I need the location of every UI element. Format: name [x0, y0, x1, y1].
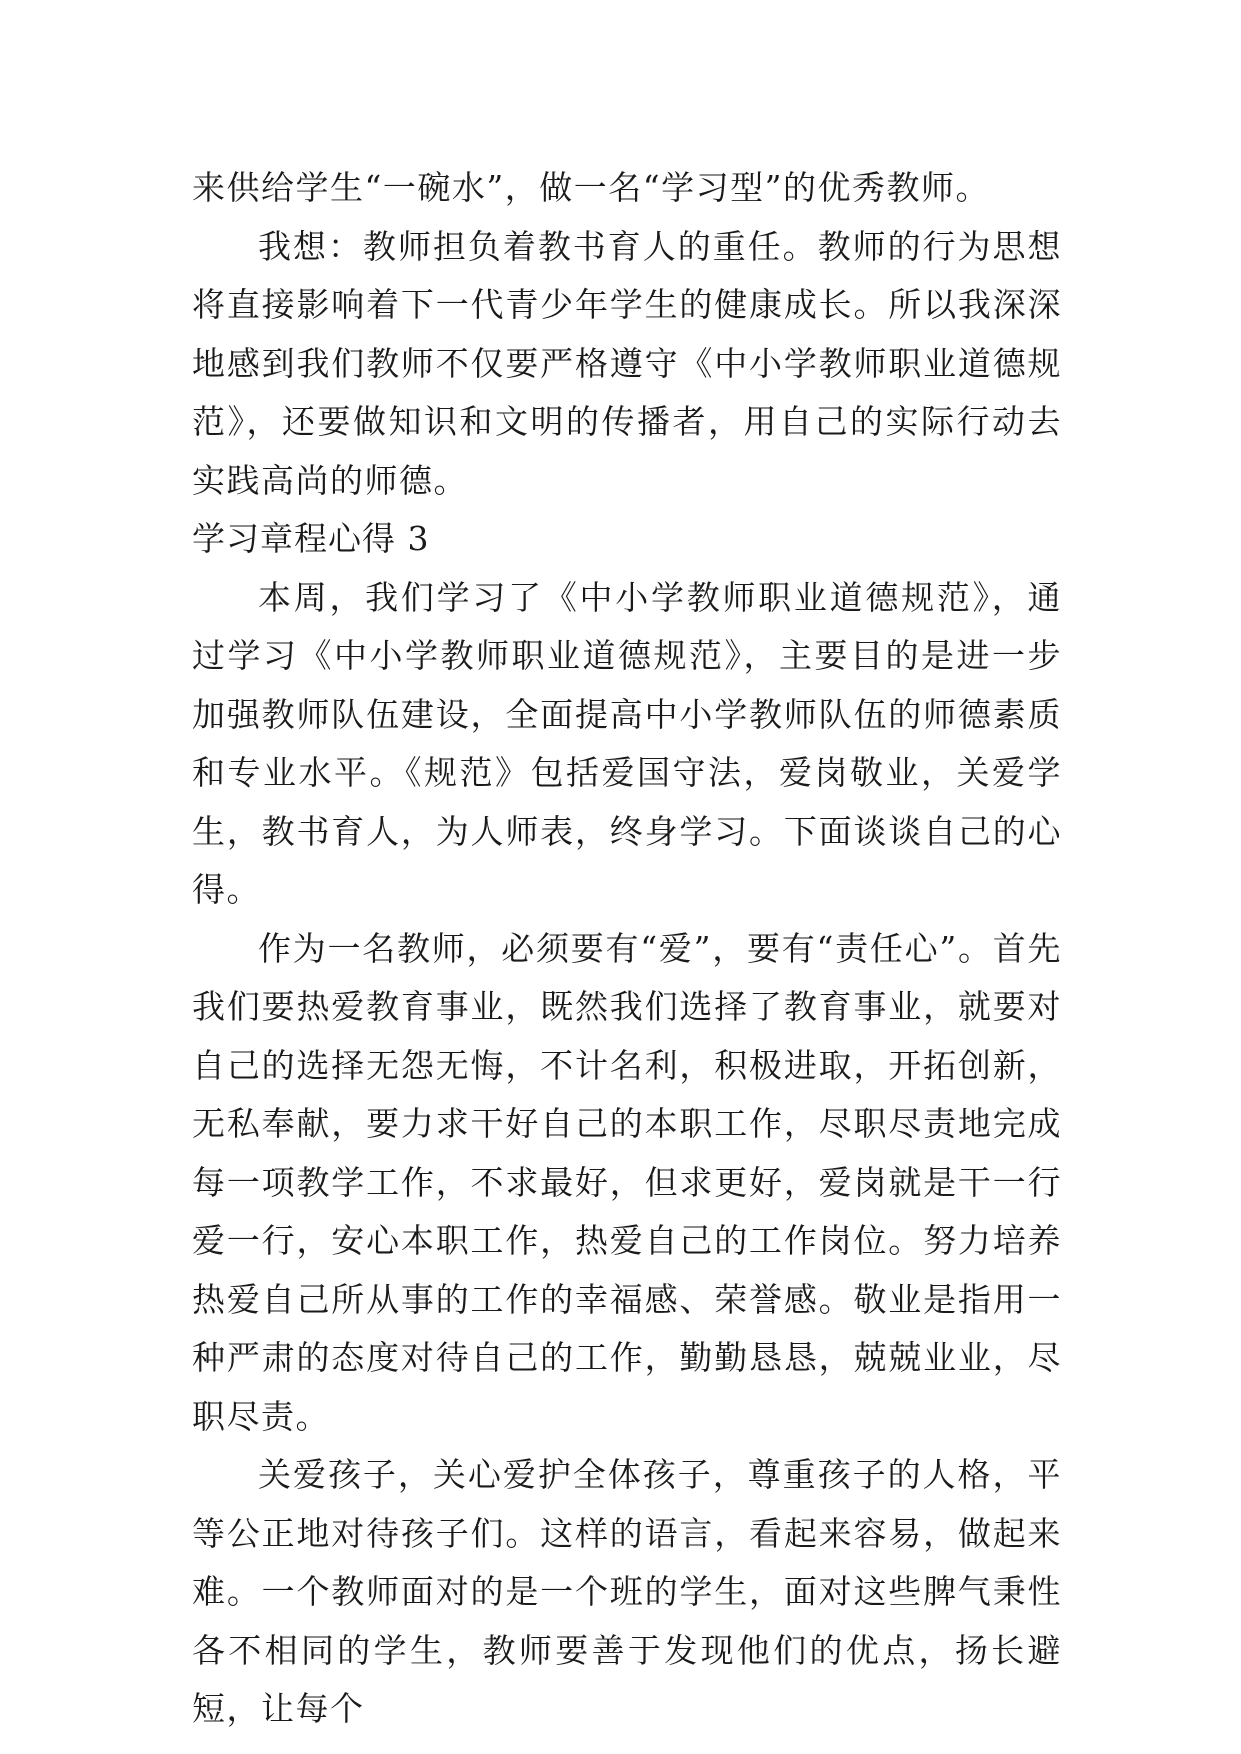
document-body	[192, 159, 1062, 1739]
paragraph-study-norms: 本周，我们学习了《中小学教师职业道德规范》，通过学习《中小学教师职业道德规范》，主要目的是进一步加强教师队伍建设，全面提高中小学教师队伍的师德素质和专业水平。《规范》包括爱国守法，爱岗敬业，关爱学生，教书育人，为人师表，终身学习。下面谈谈自己的心得。	[192, 577, 1062, 909]
section-heading: 学习章程心得 3	[192, 519, 430, 558]
paragraph-care-children: 关爱孩子，关心爱护全体孩子，尊重孩子的人格，平等公正地对待孩子们。这样的语言，看起来容易，做起来难。一个教师面对的是一个班的学生，面对这些脾气秉性各不相同的学生，教师要善于发现他们的优点，扬长避短，让每个	[192, 1455, 1062, 1728]
paragraph-love-responsibility: 作为一名教师，必须要有“爱”，要有“责任心”。首先我们要热爱教育事业，既然我们选择了教育事业，就要对自己的选择无怨无悔，不计名利，积极进取，开拓创新，无私奉献，要力求干好自己的本职工作，尽职尽责地完成每一项教学工作，不求最好，但求更好，爱岗就是干一行爱一行，安心本职工作，热爱自己的工作岗位。努力培养热爱自己所从事的工作的幸福感、荣誉感。敬业是指用一种严肃的态度对待自己的工作，勤勤恳恳，兢兢业业，尽职尽责。	[192, 928, 1062, 1436]
paragraph-continuation: 来供给学生“一碗水”，做一名“学习型”的优秀教师。	[192, 168, 990, 207]
paragraph-teacher-responsibility: 我想：教师担负着教书育人的重任。教师的行为思想将直接影响着下一代青少年学生的健康成长。所以我深深地感到我们教师不仅要严格遵守《中小学教师职业道德规范》，还要做知识和文明的传播者，用自己的实际行动去实践高尚的师德。	[192, 226, 1062, 500]
